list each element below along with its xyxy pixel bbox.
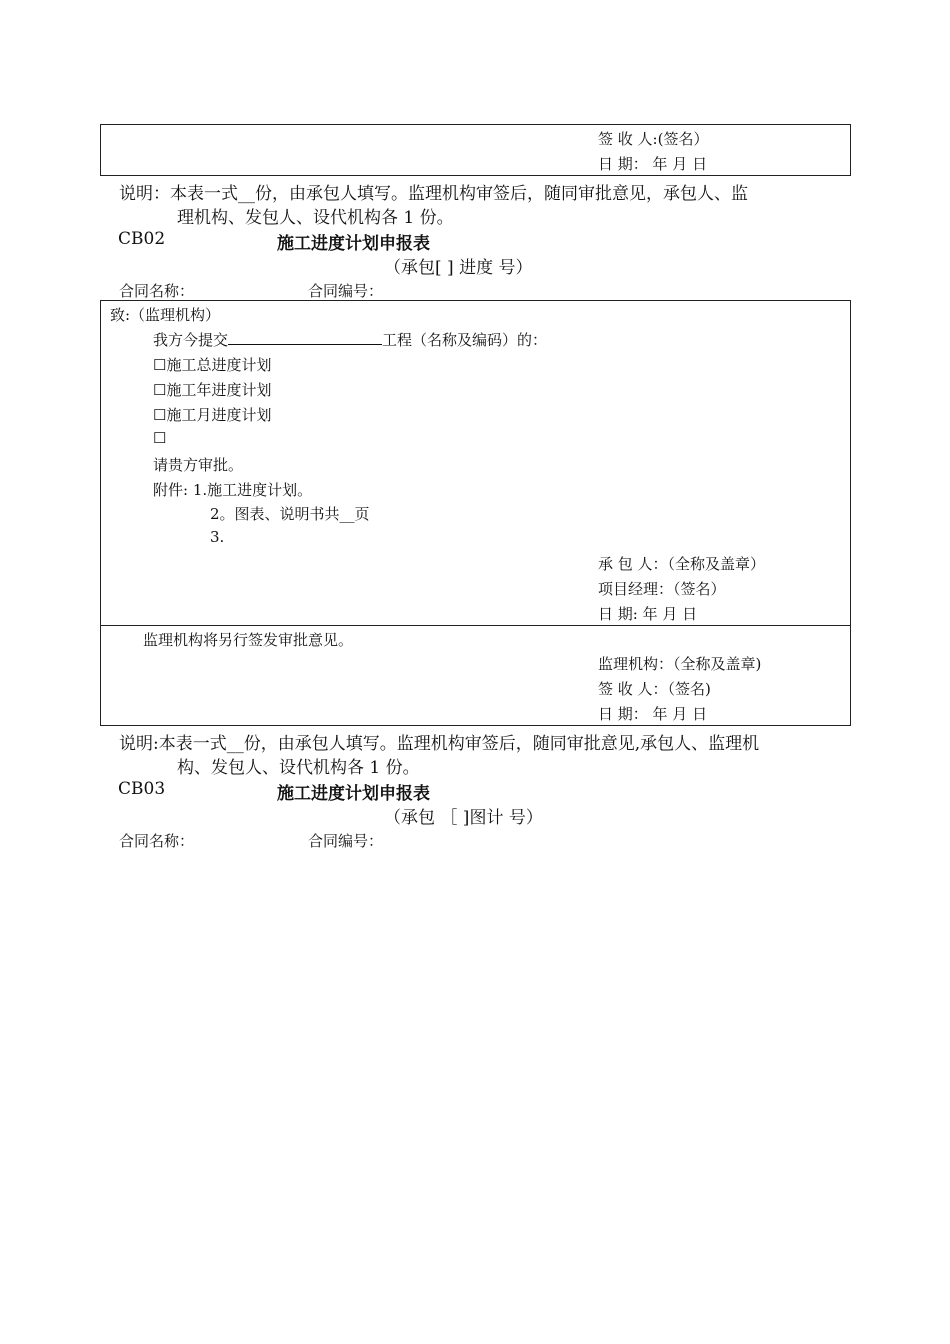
option-total-plan[interactable]: ☐施工总进度计划 bbox=[153, 356, 272, 374]
top-date-label: 日 期： 年 月 日 bbox=[598, 155, 708, 173]
form2-code: CB03 bbox=[118, 779, 166, 799]
note1-line1: 说明：本表一式__份，由承包人填写。监理机构审签后，随同审批意见，承包人、监 bbox=[119, 184, 748, 204]
attachment-1: 附件: 1.施工进度计划。 bbox=[153, 481, 313, 499]
option-other[interactable]: ☐ bbox=[153, 429, 167, 447]
option-annual-plan[interactable]: ☐施工年进度计划 bbox=[153, 381, 272, 399]
form1-submit-line bbox=[153, 329, 547, 350]
review-note: 监理机构将另行签发审批意见。 bbox=[143, 631, 354, 649]
top-signer-label: 签 收 人:(签名） bbox=[598, 130, 709, 148]
form1-code: CB02 bbox=[118, 229, 166, 249]
note2-line2: 构、发包人、设代机构各 1 份。 bbox=[177, 758, 420, 778]
form1-contract-no: 合同编号： bbox=[308, 282, 384, 300]
form2-contract-no: 合同编号： bbox=[308, 832, 384, 850]
submit-suffix: 工程（名称及编码）的： bbox=[382, 331, 548, 349]
submit-prefix: 我方今提交 bbox=[153, 331, 229, 349]
supervision-agency-label: 监理机构：（全称及盖章) bbox=[598, 655, 762, 673]
project-name-blank[interactable] bbox=[228, 330, 382, 345]
project-manager-label: 项目经理：（签名） bbox=[598, 580, 726, 598]
form2-title: 施工进度计划申报表 bbox=[277, 784, 430, 804]
form1-divider bbox=[100, 625, 851, 626]
form1-date-label: 日 期: 年 月 日 bbox=[598, 605, 698, 623]
request-approval: 请贵方审批。 bbox=[153, 456, 244, 474]
review-signer-label: 签 收 人：（签名) bbox=[598, 680, 711, 698]
option-monthly-plan[interactable]: ☐施工月进度计划 bbox=[153, 406, 272, 424]
attachment-2: 2。图表、说明书共__页 bbox=[210, 505, 370, 523]
form1-to: 致:（监理机构） bbox=[110, 306, 221, 324]
form1-title: 施工进度计划申报表 bbox=[277, 234, 430, 254]
note1-line2: 理机构、发包人、设代机构各 1 份。 bbox=[177, 208, 454, 228]
note2-line1: 说明:本表一式__份，由承包人填写。监理机构审签后，随同审批意见,承包人、监理机 bbox=[119, 734, 760, 754]
attachment-3: 3. bbox=[210, 528, 225, 546]
top-signature-box bbox=[100, 124, 851, 176]
contractor-label: 承 包 人：（全称及盖章） bbox=[598, 555, 766, 573]
form2-subtitle: （承包 ［ ]图计 号） bbox=[384, 808, 543, 828]
review-date-label: 日 期： 年 月 日 bbox=[598, 705, 708, 723]
form1-contract-name: 合同名称： bbox=[119, 282, 195, 300]
form2-contract-name: 合同名称： bbox=[119, 832, 195, 850]
form1-subtitle: （承包[ ] 进度 号） bbox=[384, 258, 533, 278]
